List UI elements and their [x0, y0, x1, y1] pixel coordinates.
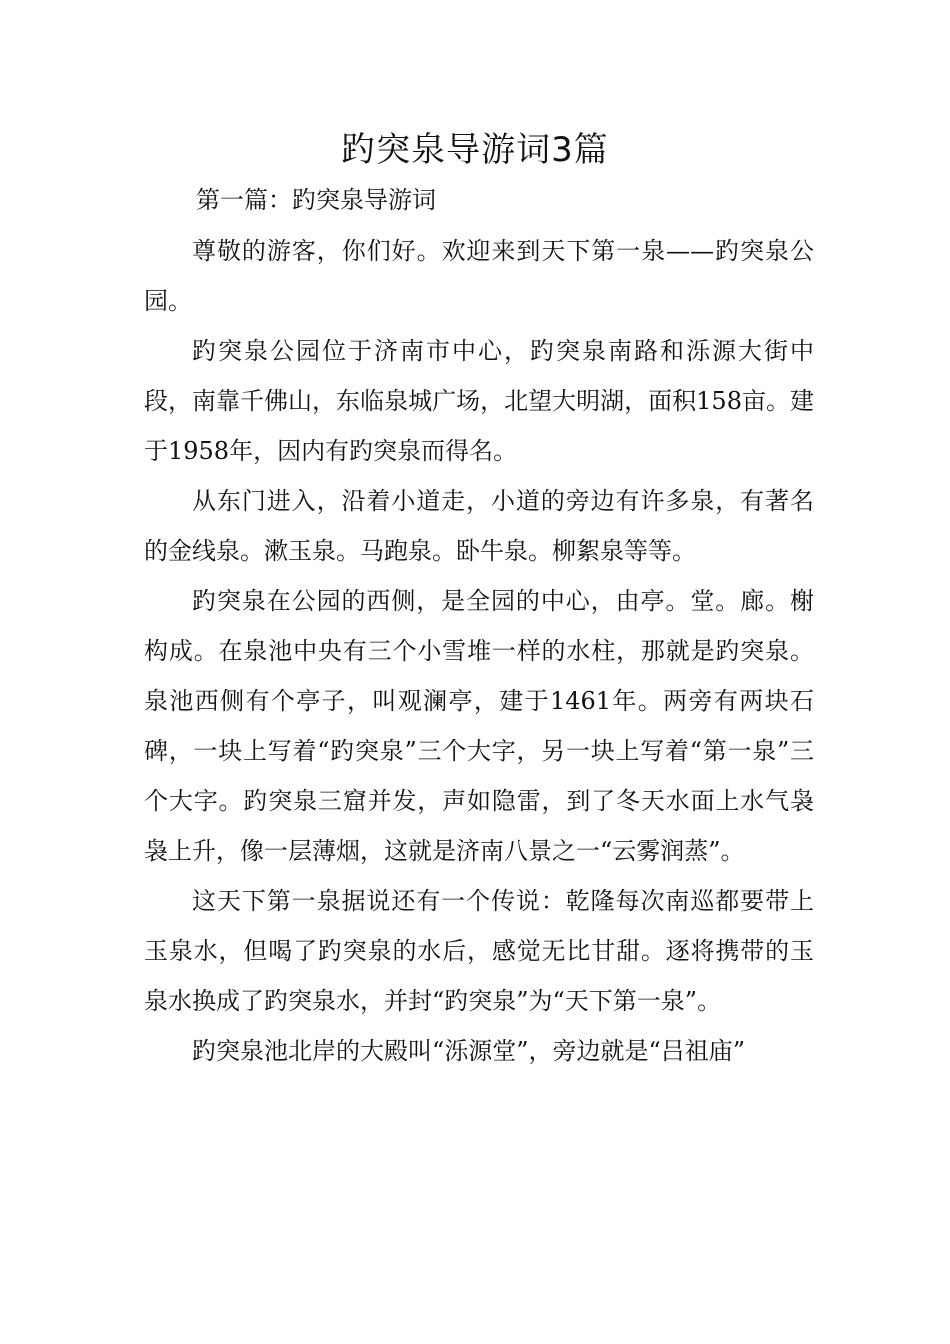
section-heading: 第一篇：趵突泉导游词 — [196, 186, 436, 214]
paragraph-legend: 这天下第一泉据说还有一个传说：乾隆每次南巡都要带上玉泉水，但喝了趵突泉的水后，感觉无比甘甜。逐将携带的玉泉水换成了趵突泉水，并封“趵突泉”为“天下第一泉”。 — [144, 887, 814, 1015]
paragraph-luoyuan-hall: 趵突泉池北岸的大殿叫“泺源堂”，旁边就是“吕祖庙” — [192, 1037, 746, 1065]
paragraph-east-gate: 从东门进入，沿着小道走，小道的旁边有许多泉，有著名的金线泉。漱玉泉。马跑泉。卧牛泉。柳絮泉等等。 — [144, 487, 814, 565]
document-body — [144, 226, 814, 1076]
paragraph-greeting: 尊敬的游客，你们好。欢迎来到天下第一泉——趵突泉公园。 — [144, 237, 814, 315]
document-title: 趵突泉导游词3篇 — [341, 130, 609, 170]
paragraph-spring-center: 趵突泉在公园的西侧，是全园的中心，由亭。堂。廊。榭构成。在泉池中央有三个小雪堆一样的水柱，那就是趵突泉。泉池西侧有个亭子，叫观澜亭，建于1461年。两旁有两块石碑，一块上写着“趵突泉”三个大字，另一块上写着“第一泉”三个大字。趵突泉三窟并发，声如隐雷，到了冬天水面上水气袅袅上升，像一层薄烟，这就是济南八景之一“云雾润蒸”。 — [144, 587, 814, 865]
paragraph-location: 趵突泉公园位于济南市中心，趵突泉南路和泺源大街中段，南靠千佛山，东临泉城广场，北望大明湖，面积158亩。建于1958年，因内有趵突泉而得名。 — [144, 337, 814, 465]
